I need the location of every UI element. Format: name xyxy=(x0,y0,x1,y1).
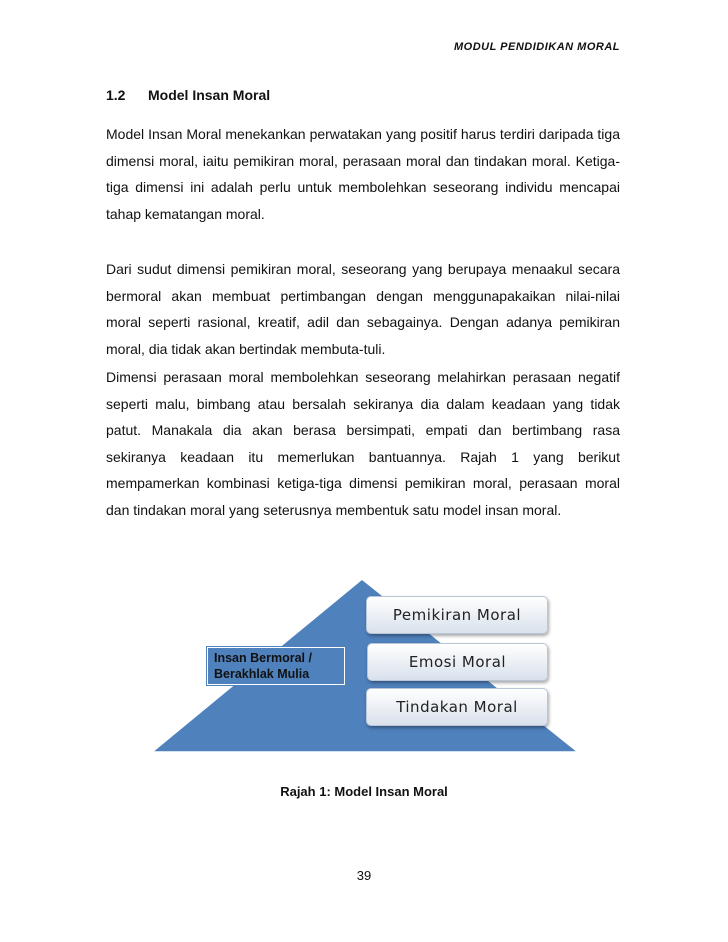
box-tindakan-moral: Tindakan Moral xyxy=(366,688,548,726)
section-title: Model Insan Moral xyxy=(148,87,271,103)
figure-caption: Rajah 1: Model Insan Moral xyxy=(280,784,448,799)
paragraph-1: Model Insan Moral menekankan perwatakan yang positif harus terdiri daripada tiga dimensi moral, iaitu pemikiran moral, perasaan moral dan tindakan moral. Ketiga-tiga dimensi ini adalah perlu untuk membolehkan seseorang individu mencapai tahap kematangan moral. xyxy=(106,126,620,222)
paragraph-3: Dimensi perasaan moral membolehkan seseorang melahirkan perasaan negatif seperti malu, bimbang atau bersalah sekiranya dia dalam keadaan yang tidak patut. Manakala dia akan berasa bersimpati, empati dan bertimbang rasa sekiranya keadaan itu memerlukan bantuannya. Rajah 1 yang berikut mempamerkan kombinasi ketiga-tiga dimensi pemikiran moral, perasaan moral dan tindakan moral yang seterusnya membentuk satu model insan moral. xyxy=(106,369,620,518)
box-emosi-moral: Emosi Moral xyxy=(367,643,548,681)
running-header: MODUL PENDIDIKAN MORAL xyxy=(453,41,620,53)
section-heading xyxy=(106,87,270,103)
moral-model-diagram xyxy=(150,575,580,755)
box-pemikiran-moral: Pemikiran Moral xyxy=(366,596,548,634)
page-number: 39 xyxy=(356,868,372,883)
pyramid-label xyxy=(207,647,345,685)
pyramid-label-line-2: Berakhlak Mulia xyxy=(214,667,310,681)
paragraph-2: Dari sudut dimensi pemikiran moral, seseorang yang berupaya menaakul secara bermoral akan membuat pertimbangan dengan menggunapakaikan nilai-nilai moral seperti rasional, kreatif, adil dan sebagainya. Dengan adanya pemikiran moral, dia tidak akan bertindak membuta-tuli. xyxy=(106,261,620,357)
section-number: 1.2 xyxy=(106,87,126,103)
pyramid-label-line-1: Insan Bermoral / xyxy=(214,651,312,665)
